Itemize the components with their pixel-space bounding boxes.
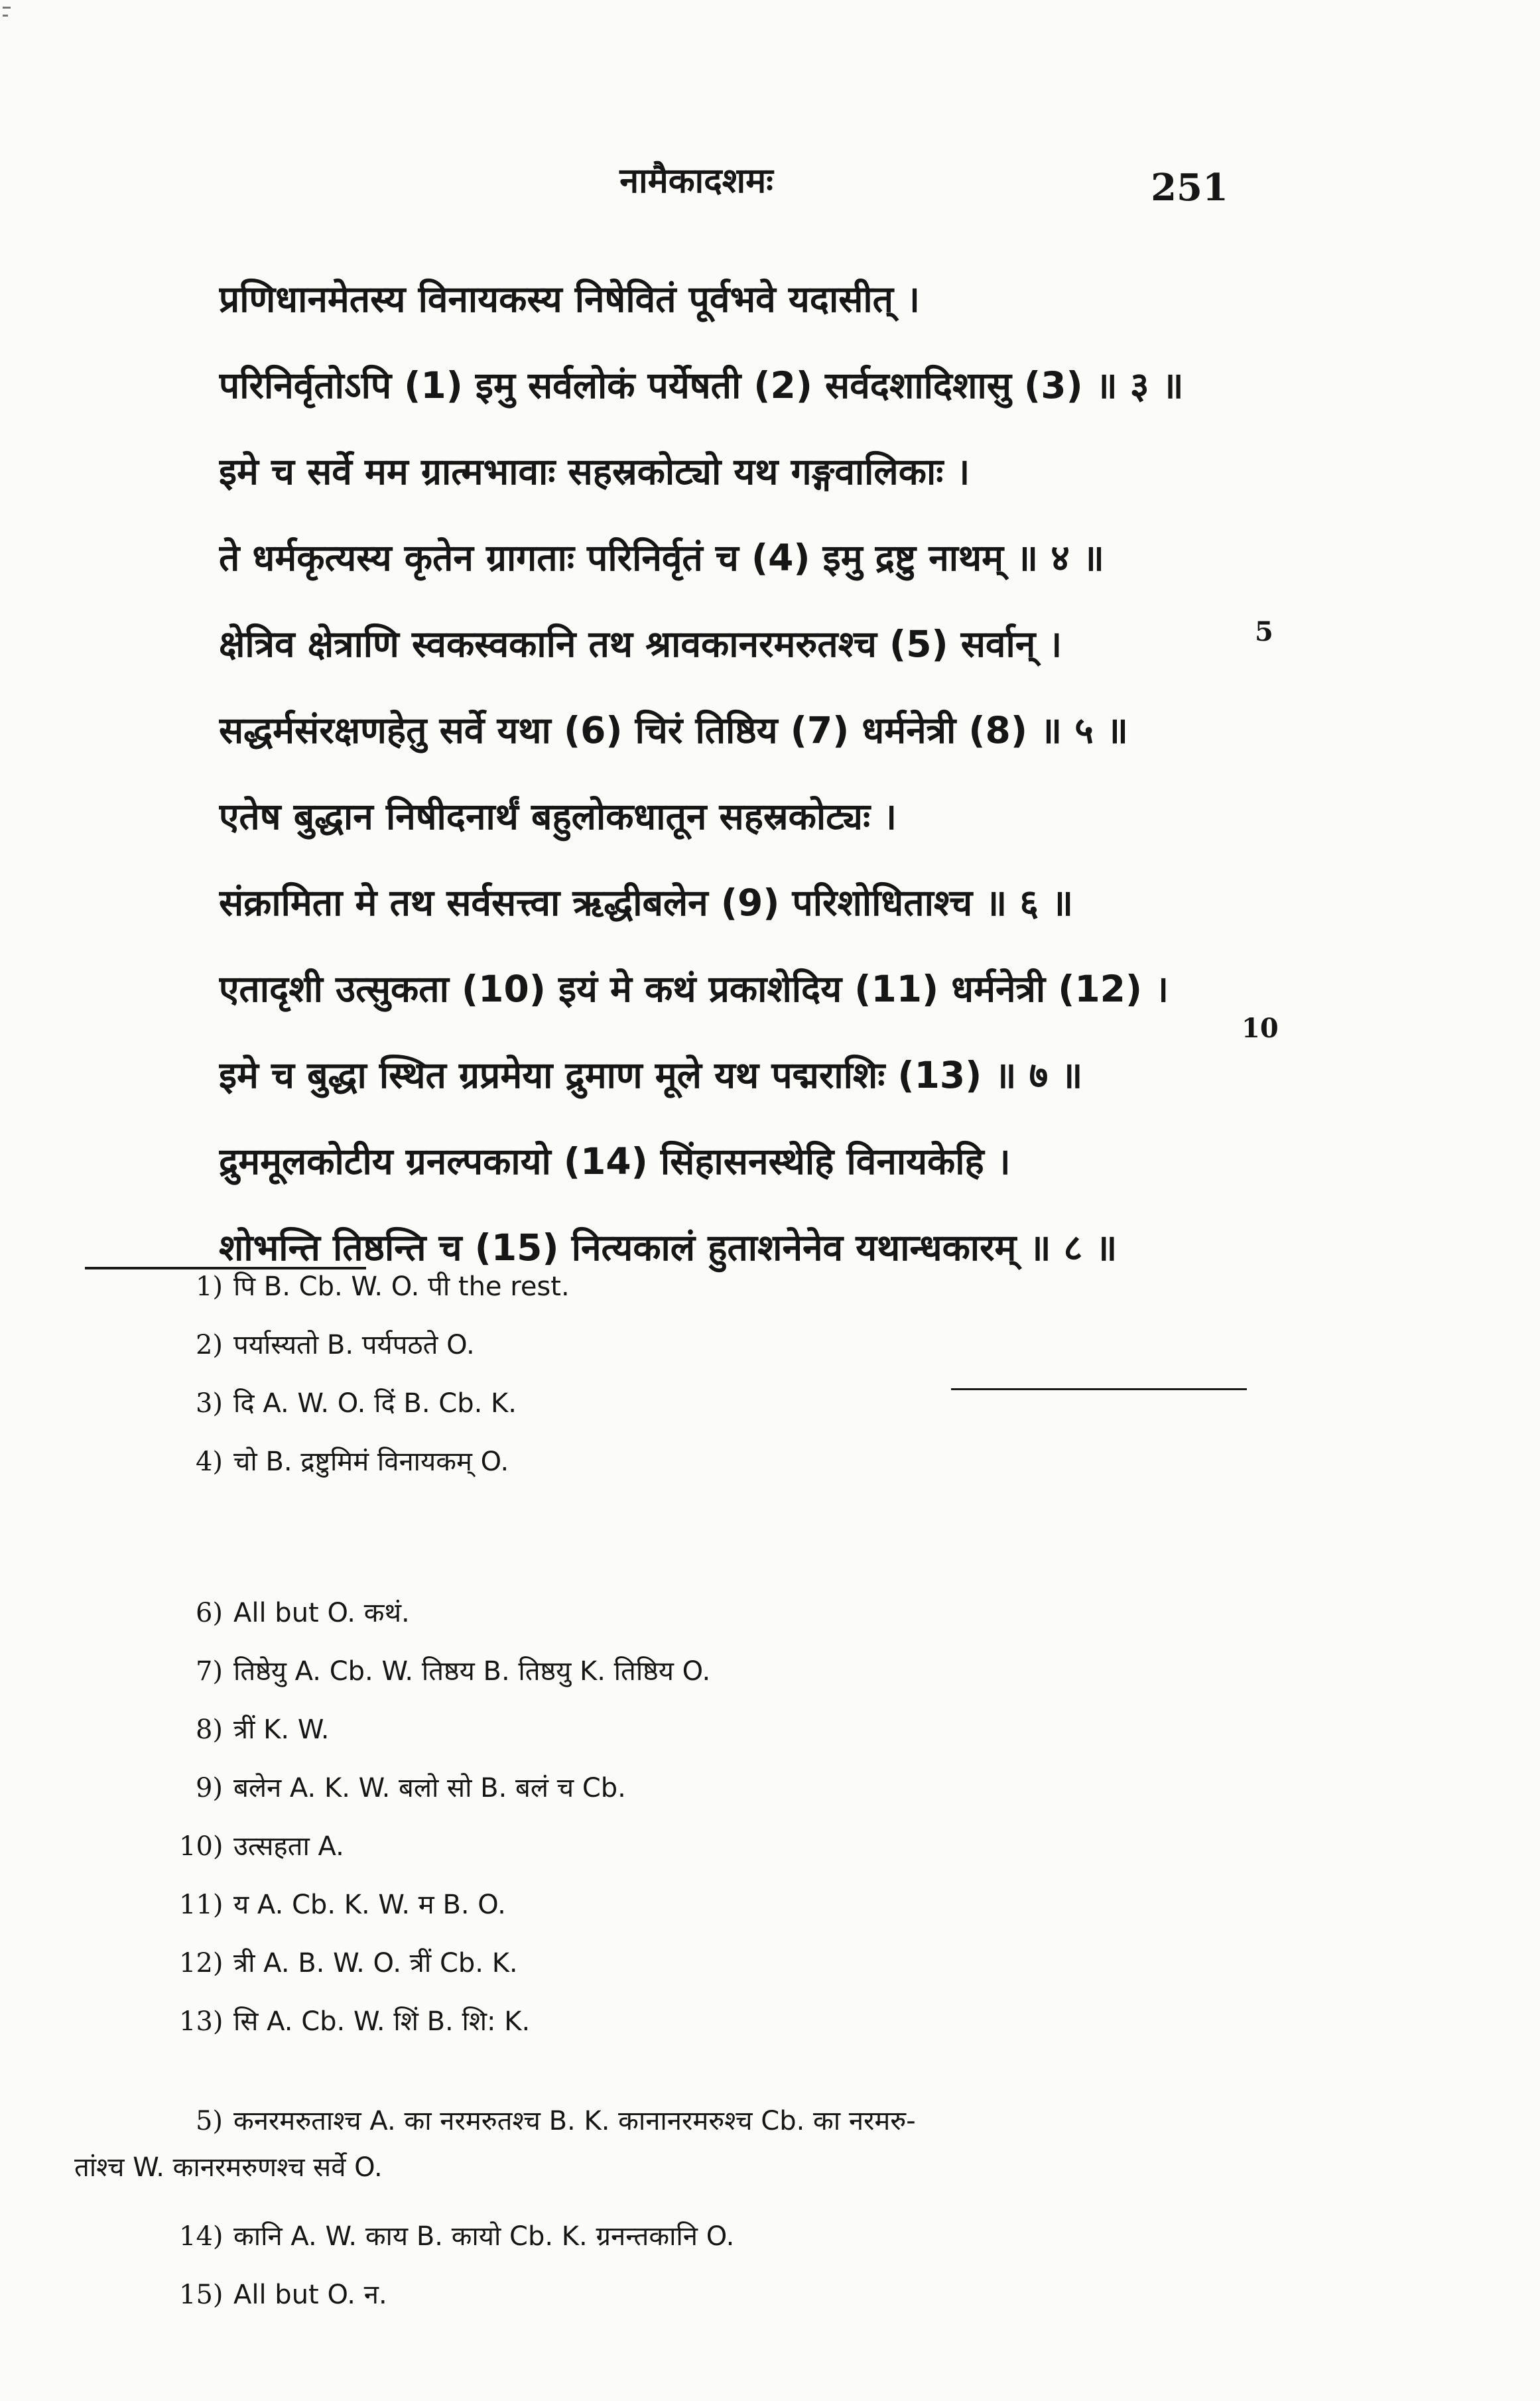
verse-line: क्षेत्रिव क्षेत्राणि स्वकस्वकानि तथ श्रावकानरमरुतश्च (5) सर्वान् । bbox=[219, 623, 1062, 665]
footnote-number: 5) bbox=[195, 2106, 223, 2136]
footnote-text: उत्सहता A. bbox=[233, 1831, 344, 1862]
footnote bbox=[179, 1434, 1253, 1490]
footnote bbox=[179, 1819, 1253, 1874]
footnote-number: 15) bbox=[179, 2280, 224, 2310]
page-number: 251 bbox=[1151, 166, 1228, 210]
footnote-number: 8) bbox=[195, 1715, 223, 1745]
verse-line: प्रणिधानमेतस्य विनायकस्य निषेवितं पूर्वभवे यदासीत् । bbox=[219, 278, 920, 320]
footnote-text: पर्यास्यतो B. पर्यपठते O. bbox=[233, 1330, 475, 1360]
footnote-number: 10) bbox=[179, 1831, 224, 1862]
footnote bbox=[179, 1702, 1253, 1758]
footnote-text: चो B. द्रष्टुमिमं विनायकम् O. bbox=[233, 1447, 509, 1477]
footnote bbox=[179, 1376, 935, 1431]
footnote-number: 2) bbox=[195, 1330, 223, 1360]
footnote bbox=[179, 1994, 1253, 2049]
footnote-text: All but O. न. bbox=[233, 2280, 387, 2310]
footnote-text: य A. Cb. K. W. म B. O. bbox=[233, 1890, 506, 1920]
verse-line: इमे च बुद्धा स्थित ग्रप्रमेया द्रुमाण मूले यथ पद्मराशिः (13) ॥ ७ ॥ bbox=[219, 1054, 1083, 1096]
footnote-text: त्री A. B. W. O. त्रीं Cb. K. bbox=[233, 1948, 518, 1979]
footnote-number: 13) bbox=[179, 2006, 224, 2037]
footnote-number: 6) bbox=[195, 1598, 223, 1628]
footnote-text: दि A. W. O. दिं B. Cb. K. bbox=[233, 1388, 517, 1419]
footnote-number: 9) bbox=[195, 1773, 223, 1803]
footnote bbox=[179, 1644, 1253, 1699]
scan-speck bbox=[3, 7, 11, 9]
verse-line: संक्रामिता मे तथ सर्वसत्त्वा ऋद्धीबलेन (9) परिशोधिताश्च ॥ ६ ॥ bbox=[219, 881, 1074, 924]
footnote-continuation: तांश्च W. कानरमरुणश्च सर्वे O. bbox=[74, 2152, 383, 2183]
verse-line: एतेष बुद्धान निषीदनार्थं बहुलोकधातून सहस्रकोट्यः । bbox=[219, 795, 897, 838]
footnote-number: 14) bbox=[179, 2221, 224, 2252]
verse-line: परिनिर्वृतोऽपि (1) इमु सर्वलोकं पर्येषती (2) सर्वदशादिशासु (3) ॥ ३ ॥ bbox=[219, 364, 1184, 407]
footnote-text: त्रीं K. W. bbox=[233, 1715, 330, 1745]
verse-line: सद्धर्मसंरक्षणहेतु सर्वे यथा (6) चिरं तिष्ठिय (7) धर्मनेत्री (8) ॥ ५ ॥ bbox=[219, 709, 1128, 751]
footnote-number: 4) bbox=[195, 1447, 223, 1477]
footnote-number: 1) bbox=[195, 1271, 223, 1302]
verse-line: एतादृशी उत्सुकता (10) इयं मे कथं प्रकाशेदिय (11) धर्मनेत्री (12) । bbox=[219, 968, 1169, 1010]
line-number-margin: 5 bbox=[1255, 616, 1273, 647]
verse-line: ते धर्मकृत्यस्य कृतेन ग्रागताः परिनिर्वृतं च (4) इमु द्रष्टु नाथम् ॥ ४ ॥ bbox=[219, 537, 1104, 579]
scan-speck bbox=[3, 15, 8, 17]
footnote-number: 11) bbox=[179, 1890, 224, 1920]
footnote-number: 3) bbox=[195, 1388, 223, 1419]
footnote-text: All but O. कथं. bbox=[233, 1598, 410, 1628]
running-header: नामैकादशमः bbox=[619, 161, 773, 201]
footnote-text: पि B. Cb. W. O. पी the rest. bbox=[233, 1271, 570, 1302]
footnote bbox=[179, 1935, 1253, 1991]
footnote-text: सि A. Cb. W. शिं B. शि: K. bbox=[233, 2006, 531, 2037]
verse-line: इमे च सर्वे मम ग्रात्मभावाः सहस्रकोट्यो यथ गङ्गवालिकाः । bbox=[219, 450, 970, 493]
footnote-text: कनरमरुताश्च A. का नरमरुतश्च B. K. कानानरमरुश्च Cb. का नरमरु- bbox=[233, 2106, 916, 2136]
footnote bbox=[179, 2209, 1253, 2264]
footnote-number: 7) bbox=[195, 1656, 223, 1687]
footnote bbox=[179, 1877, 1253, 1933]
footnote-text: बलेन A. K. W. बलो सो B. बलं च Cb. bbox=[233, 1773, 626, 1803]
verse-line: द्रुममूलकोटीय ग्रनल्पकायो (14) सिंहासनस्थेहि विनायकेहि । bbox=[219, 1140, 1011, 1183]
footnote-number: 12) bbox=[179, 1948, 224, 1979]
footnote bbox=[179, 1317, 1253, 1373]
separator-rule bbox=[951, 1388, 1247, 1390]
footnote bbox=[179, 2267, 1253, 2323]
footnote-text: तिष्ठेयु A. Cb. W. तिष्ठय B. तिष्ठयु K. तिष्ठिय O. bbox=[233, 1656, 711, 1687]
footnote bbox=[179, 1585, 1253, 1641]
footnote bbox=[179, 1760, 1253, 1816]
verse-line: शोभन्ति तिष्ठन्ति च (15) नित्यकालं हुताशनेनेव यथान्धकारम् ॥ ८ ॥ bbox=[219, 1226, 1118, 1269]
footnote-text: कानि A. W. काय B. कायो Cb. K. ग्रनन्तकानि O. bbox=[233, 2221, 735, 2252]
line-number-margin: 10 bbox=[1242, 1013, 1279, 1044]
footnote bbox=[179, 1259, 1253, 1315]
